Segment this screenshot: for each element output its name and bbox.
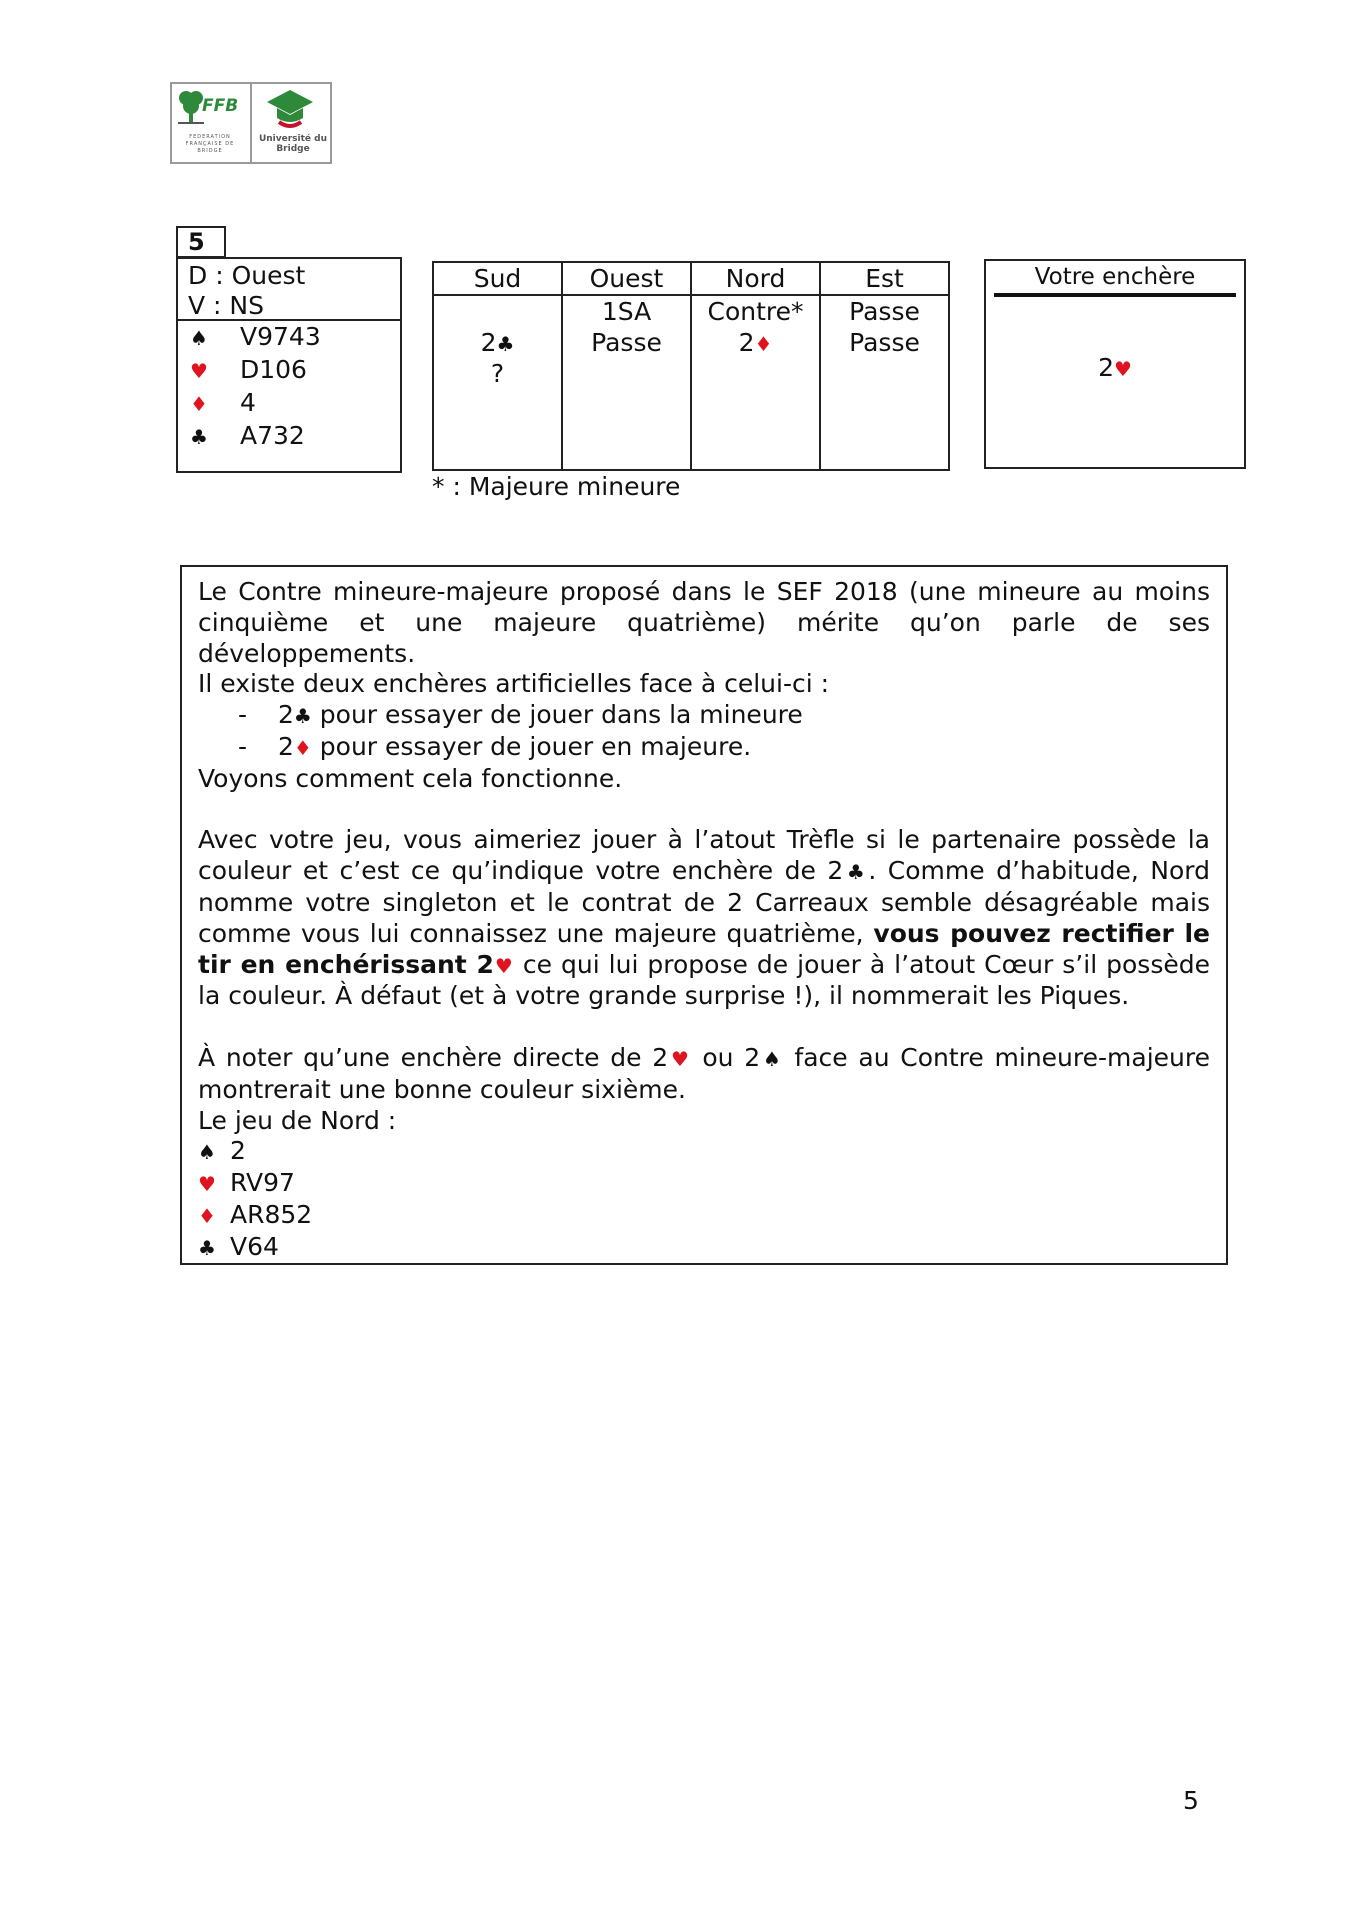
commentary-paragraph: Voyons comment cela fonctionne.	[198, 763, 623, 793]
hand-row-clubs	[178, 420, 400, 453]
bid-cell	[692, 327, 819, 358]
list-item	[198, 700, 1210, 732]
bid-cell	[434, 296, 561, 327]
club-icon: ♣	[843, 860, 869, 885]
north-hand-clubs	[198, 1232, 1210, 1264]
ffb-letters: FFB	[202, 96, 239, 116]
bidding-header-ouest: Ouest	[563, 263, 690, 296]
mortarboard-icon	[265, 88, 315, 132]
north-hand-hearts	[198, 1168, 1210, 1200]
bid-cell: Contre*	[707, 297, 804, 326]
ffb-logo	[170, 82, 332, 164]
list-item-text: pour essayer de jouer en majeure.	[319, 731, 752, 761]
text-run: vous pouvez rectifier le tir en enchérissant 2	[198, 918, 1210, 979]
diamond-cards: 4	[240, 388, 256, 417]
diamond-icon: ♦	[293, 735, 312, 760]
heart-icon: ♥	[198, 1172, 216, 1197]
vulnerability: V : NS	[188, 291, 264, 320]
text-run: . Comme d’habitude, Nord nomme votre singleton et le contrat de 2 Carreaux semble désagréable mais comme vous lui connaissez une majeure quatrième,	[198, 856, 1210, 948]
bidding-column-nord	[690, 263, 819, 469]
your-bid	[986, 353, 1244, 382]
bid-level: 2	[480, 328, 497, 357]
club-icon: ♣	[293, 704, 312, 729]
dealer: D : Ouest	[188, 261, 306, 290]
heart-icon: ♥	[190, 359, 208, 383]
spade-icon: ♠	[198, 1140, 216, 1165]
commentary-paragraph	[198, 1043, 1210, 1106]
bid-cell: Passe	[591, 328, 662, 357]
university-subtitle: Université du Bridge	[258, 134, 328, 154]
hand-row-hearts	[178, 354, 400, 387]
club-cards: A732	[240, 421, 305, 450]
north-hand-diamonds	[198, 1200, 1210, 1232]
ffb-subtitle: FEDERATION FRANÇAISE DE BRIDGE	[185, 134, 235, 154]
bidding-header-est: Est	[821, 263, 948, 296]
text-run: ce qui lui propose de jouer à l’atout Cœur s’il possède la couleur. À défaut (et à votre grande surprise !), il nommerait les Piques.	[198, 949, 1210, 1011]
ffb-logo-left	[172, 84, 250, 162]
diamond-icon: ♦	[190, 392, 208, 416]
bidding-table	[432, 261, 950, 471]
diamond-icon: ♦	[198, 1203, 216, 1228]
bidding-column-est	[819, 263, 948, 469]
bid-cell	[434, 327, 561, 358]
heart-cards: D106	[240, 355, 307, 384]
south-hand	[178, 321, 400, 453]
your-bid-box	[984, 259, 1246, 469]
bid-cell: ?	[490, 359, 505, 388]
club-icon: ♣	[198, 1235, 216, 1260]
spade-icon: ♠	[190, 326, 208, 350]
list-item	[198, 732, 1210, 764]
bidding-header-nord: Nord	[692, 263, 819, 296]
bid-cell: Passe	[849, 297, 920, 326]
commentary-box	[180, 565, 1228, 1265]
heart-cards: RV97	[230, 1168, 295, 1198]
text-run: À noter qu’une enchère directe de 2	[198, 1042, 669, 1072]
commentary-paragraph: Il existe deux enchères artificielles face à celui-ci :	[198, 669, 830, 699]
list-dash: -	[238, 731, 248, 761]
bidding-footnote: * : Majeure mineure	[432, 472, 681, 501]
north-hand-spades	[198, 1136, 1210, 1168]
south-hand-box	[176, 257, 402, 473]
club-cards: V64	[230, 1231, 279, 1261]
your-bid-level: 2	[1098, 353, 1114, 382]
commentary-paragraph: Le jeu de Nord :	[198, 1105, 397, 1135]
club-icon: ♣	[190, 425, 208, 449]
diamond-cards: AR852	[230, 1199, 313, 1229]
bid-cell: Passe	[849, 328, 920, 357]
bid-level: 2	[278, 700, 294, 730]
heart-icon: ♥	[493, 953, 514, 978]
university-logo	[250, 84, 330, 162]
bidding-column-ouest	[561, 263, 690, 469]
club-icon: ♣	[496, 332, 515, 356]
diamond-icon: ♦	[754, 332, 773, 356]
text-run: face au Contre mineure-majeure montrerait une bonne couleur sixième.	[198, 1042, 1210, 1104]
list-item-text: pour essayer de jouer dans la mineure	[319, 700, 803, 730]
bid-cell: 1SA	[601, 297, 652, 326]
hand-row-diamonds	[178, 387, 400, 420]
deal-number: 5	[176, 226, 226, 258]
heart-icon: ♥	[668, 1046, 692, 1071]
spade-cards: V9743	[240, 322, 321, 351]
text-run: Avec votre jeu, vous aimeriez jouer à l’atout Trèfle si le partenaire possède la couleur et c’est ce qu’indique votre enchère de 2	[198, 825, 1210, 886]
bid-level: 2	[738, 328, 755, 357]
page-number: 5	[1183, 1786, 1199, 1815]
hand-row-spades	[178, 321, 400, 354]
bid-level: 2	[278, 731, 294, 761]
commentary-paragraph: Le Contre mineure-majeure proposé dans le SEF 2018 (une mineure au moins cinquième et une majeure quatrième) mérite qu’on parle de ses développements.	[198, 577, 1210, 668]
text-run: ou 2	[691, 1042, 761, 1072]
list-dash: -	[238, 700, 248, 730]
spade-icon: ♠	[760, 1046, 784, 1071]
bidding-header-sud: Sud	[434, 263, 561, 296]
heart-icon: ♥	[1113, 357, 1132, 381]
bidding-column-sud	[434, 263, 561, 469]
commentary-paragraph	[198, 825, 1210, 1012]
deal-header	[178, 259, 400, 321]
your-bid-title: Votre enchère	[994, 261, 1236, 297]
spade-cards: 2	[230, 1136, 246, 1166]
